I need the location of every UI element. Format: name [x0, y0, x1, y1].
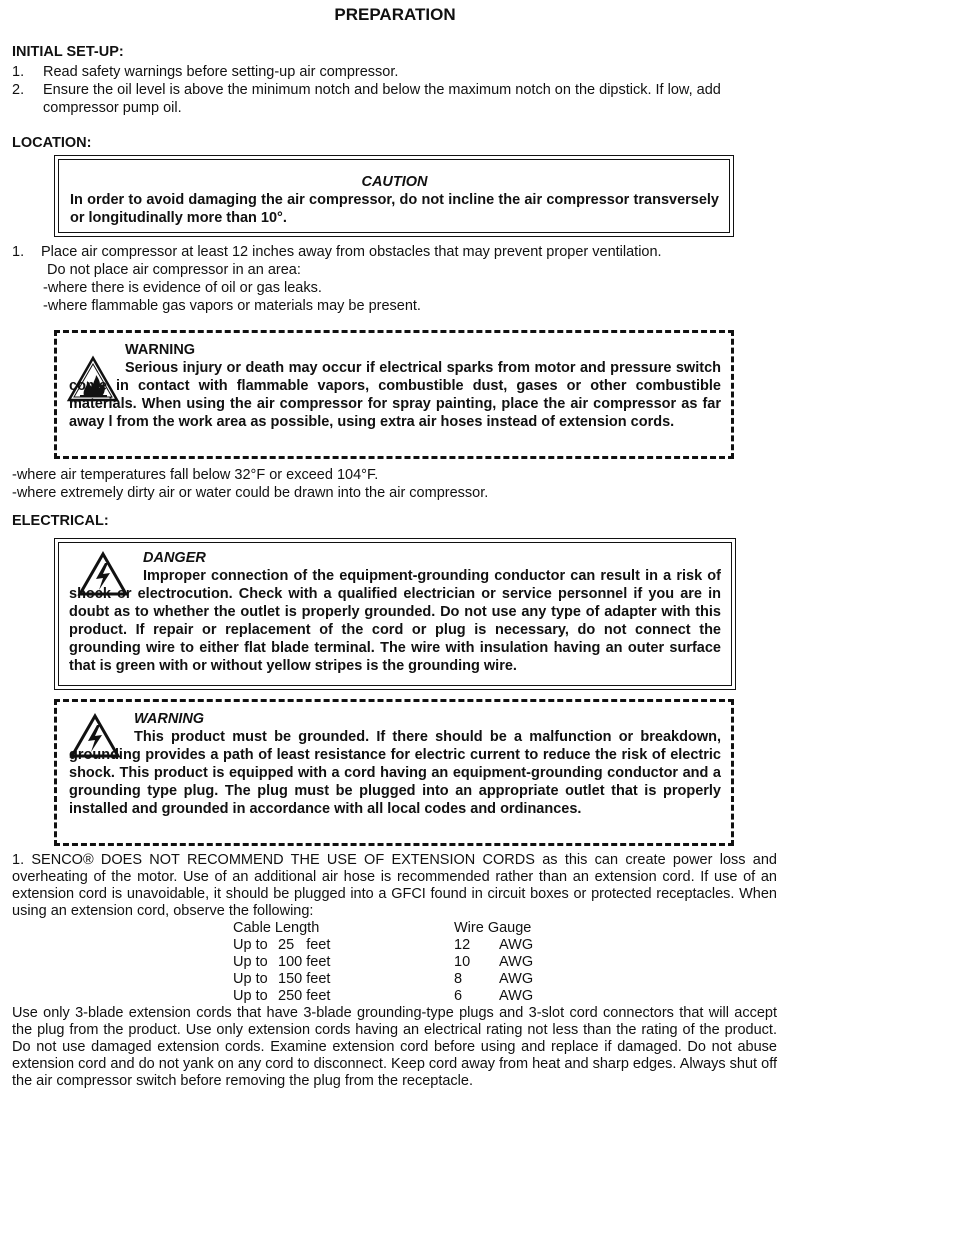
danger-text: Improper connection of the equipment-grounding conductor can result in a risk of shock or electrocution. Check with a qualified electrician or service personnel if you are in doubt as to whether the outlet is properly grounded. Do not use any type of adapter with this product. If repair or replacement of the cord or plug is necessary, do not connect the grounding wire to either flat blade terminal. The wire with insulation having an outer surface that is green with or without yellow stripes is the grounding wire. — [69, 568, 721, 674]
table-row-gauge: 6 AWG — [454, 988, 534, 1004]
danger-box — [54, 538, 736, 690]
extension-cord-paragraph: 1. SENCO® DOES NOT RECOMMEND THE USE OF EXTENSION CORDS as this can create power loss and overheating of the motor. Use of an additional air hose is recommended rather than an extension cord. If use of an extension cord is unavoidable, it should be plugged into a GFCI found in circuit boxes or protected receptacles. When using an extension cord, observe the following: — [12, 852, 777, 919]
danger-title: DANGER — [143, 550, 206, 566]
final-paragraph: Use only 3-blade extension cords that have 3-blade grounding-type plugs and 3-slot cord connectors that will accept the plug from the product. Use only extension cords having an electrical rating not less than the rating of the product. Do not use damaged extension cords. Examine extension cord before using and replace if damaged. Do not abuse extension cord and do not yank on any cord to disconnect. Keep cord away from heat and sharp edges. Always shut off the air compressor switch before removing the plug from the receptacle. — [12, 1005, 777, 1089]
table-row-gauge: 8 AWG — [454, 971, 534, 987]
location-after-line: -where air temperatures fall below 32°F or exceed 104°F. — [12, 467, 379, 483]
warning-text: This product must be grounded. If there should be a malfunction or breakdown, grounding provides a path of least resistance for electric current to reduce the risk of electric shock. This product is equipped with a cord having an equipment-grounding conductor and a grounding type plug. The plug must be plugged into an appropriate outlet that is properly installed and grounded in accordance with all local codes and ordinances. — [69, 729, 721, 817]
caution-box — [54, 155, 734, 237]
list-item: 1. Read safety warnings before setting-up air compressor. — [12, 64, 399, 80]
location-line: -where flammable gas vapors or materials may be present. — [43, 298, 421, 314]
warning-text: Serious injury or death may occur if electrical sparks from motor and pressure switch come in contact with flammable vapors, combustible dust, gases or other combustible materials. When using the air compressor for spray painting, place the air compressor as far away l from the work area as possible, using extra air hoses instead of extension cords. — [69, 360, 721, 430]
table-row: Up to 25 feet — [233, 937, 331, 953]
wire-gauge-header: Wire Gauge — [454, 920, 532, 936]
warning-title: WARNING — [125, 342, 196, 358]
electrical-heading: ELECTRICAL: — [12, 513, 109, 529]
warning-title: WARNING — [134, 711, 205, 727]
warning-box-flammable — [54, 330, 734, 459]
table-row: Up to 100 feet — [233, 954, 331, 970]
table-row-gauge: 12 AWG — [454, 937, 534, 953]
table-row: Up to 250 feet — [233, 988, 331, 1004]
location-heading: LOCATION: — [12, 135, 92, 151]
caution-title: CAUTION — [361, 174, 428, 190]
warning-box-grounding — [54, 699, 734, 846]
location-after-line: -where extremely dirty air or water could be drawn into the air compressor. — [12, 485, 489, 501]
list-item: 1. Place air compressor at least 12 inches away from obstacles that may prevent proper ventilation. — [12, 244, 662, 260]
page-title: PREPARATION — [334, 5, 456, 24]
list-item: 2. Ensure the oil level is above the minimum notch and below the maximum notch on the dipstick. If low, add — [12, 82, 721, 98]
cable-length-header: Cable Length — [233, 920, 320, 936]
table-row: Up to 150 feet — [233, 971, 331, 987]
location-line: Do not place air compressor in an area: — [47, 262, 301, 278]
caution-text: In order to avoid damaging the air compressor, do not incline the air compressor transversely or longitudinally more than 10°. — [70, 192, 719, 226]
location-line: -where there is evidence of oil or gas leaks. — [43, 280, 322, 296]
initial-setup-heading: INITIAL SET-UP: — [12, 44, 124, 60]
table-row-gauge: 10 AWG — [454, 954, 534, 970]
list-item-continuation: compressor pump oil. — [43, 100, 182, 116]
